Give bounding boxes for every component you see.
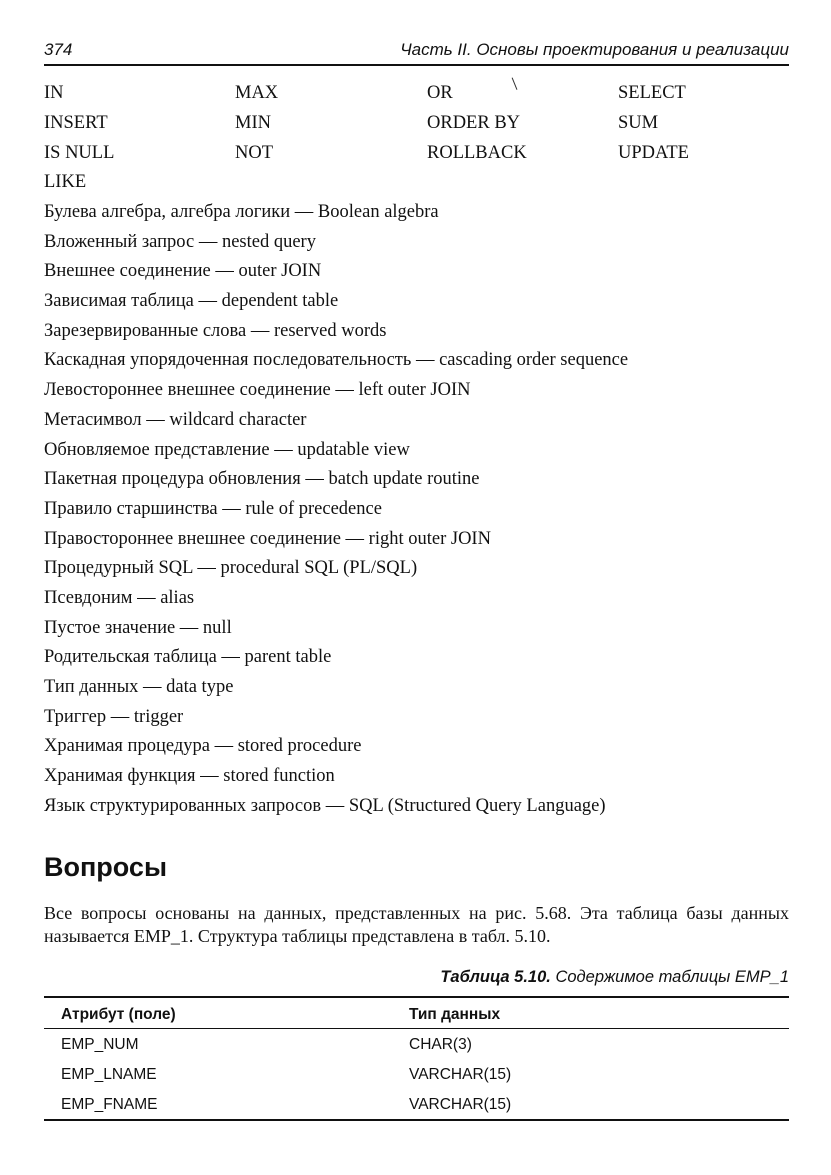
- table-cell: EMP_FNAME: [61, 1096, 158, 1113]
- glossary-term: Язык структурированных запросов — SQL (Structured Query Language): [44, 795, 606, 816]
- keyword: ROLLBACK: [427, 142, 527, 163]
- keyword-row: [44, 143, 789, 173]
- keyword: MAX: [235, 83, 279, 103]
- table-caption-text: Содержимое таблицы EMP_1: [555, 968, 789, 986]
- table-cell: VARCHAR(15): [409, 1066, 512, 1083]
- glossary-term: Тип данных — data type: [44, 677, 234, 697]
- glossary-term: Правило старшинства — rule of precedence: [44, 498, 382, 519]
- section-heading: Вопросы: [44, 852, 168, 882]
- table-row: [44, 1089, 789, 1119]
- glossary-term: Левостороннее внешнее соединение — left outer JOIN: [44, 380, 471, 401]
- column-header: Атрибут (поле): [61, 1006, 176, 1023]
- table-cell: CHAR(3): [409, 1036, 472, 1053]
- keyword-grid: [44, 83, 789, 202]
- glossary-term: Псевдоним — alias: [44, 587, 195, 608]
- glossary-term: Хранимая функция — stored function: [44, 766, 335, 787]
- table-caption: [440, 968, 789, 987]
- column-header: Тип данных: [409, 1006, 501, 1023]
- glossary-term: Процедурный SQL — procedural SQL (PL/SQL): [44, 558, 418, 579]
- glossary-term: Пакетная процедура обновления — batch update routine: [44, 469, 480, 490]
- keyword-row: [44, 113, 789, 143]
- glossary-term: Родительская таблица — parent table: [44, 647, 332, 668]
- glossary-term: Внешнее соединение — outer JOIN: [44, 261, 322, 282]
- keyword: IN: [44, 83, 64, 103]
- glossary-term: Триггер — trigger: [44, 706, 184, 727]
- keyword: OR: [427, 83, 453, 103]
- table-caption-label: Таблица 5.10.: [440, 968, 551, 986]
- glossary-term: Зарезервированные слова — reserved words: [44, 320, 387, 341]
- glossary-term: Булева алгебра, алгебра логики — Boolean algebra: [44, 202, 439, 222]
- section-paragraph: Все вопросы основаны на данных, представленных на рис. 5.68. Эта таблица базы данных называется EMP_1. Структура таблицы представлена в табл. 5.10.: [44, 903, 789, 946]
- keyword: MIN: [235, 112, 271, 133]
- keyword: SUM: [618, 112, 659, 133]
- keyword: ORDER BY: [427, 112, 521, 133]
- keyword: UPDATE: [618, 142, 689, 163]
- glossary-term: Каскадная упорядоченная последовательность — cascading order sequence: [44, 350, 629, 371]
- running-header: [44, 40, 789, 64]
- glossary-term: Обновляемое представление — updatable view: [44, 439, 410, 460]
- running-title: Часть II. Основы проектирования и реализации: [400, 40, 789, 59]
- table-row: [44, 1059, 789, 1089]
- glossary-term: Правостороннее внешнее соединение — right outer JOIN: [44, 528, 491, 549]
- glossary-term: Пустое значение — null: [44, 617, 232, 638]
- glossary-term: Хранимая процедура — stored procedure: [44, 736, 362, 757]
- page-number: 374: [44, 40, 73, 59]
- header-rule: [44, 64, 789, 66]
- table-cell: EMP_LNAME: [61, 1066, 157, 1083]
- table-cell: EMP_NUM: [61, 1036, 139, 1053]
- table-header-row: [44, 998, 789, 1028]
- table-cell: VARCHAR(15): [409, 1096, 512, 1113]
- glossary-term: Вложенный запрос — nested query: [44, 231, 316, 252]
- keyword: IS NULL: [44, 142, 115, 163]
- glossary-list: [44, 202, 789, 825]
- keyword-row: [44, 172, 789, 202]
- keyword-row: [44, 83, 789, 113]
- table-row: [44, 1029, 789, 1059]
- keyword: NOT: [235, 142, 274, 163]
- data-table: [44, 996, 789, 1121]
- glossary-term: Зависимая таблица — dependent table: [44, 291, 339, 312]
- glossary-term: Метасимвол — wildcard character: [44, 409, 307, 430]
- keyword: INSERT: [44, 112, 108, 133]
- table-bottom-rule: [44, 1119, 789, 1121]
- keyword: SELECT: [618, 83, 686, 103]
- keyword: LIKE: [44, 172, 87, 193]
